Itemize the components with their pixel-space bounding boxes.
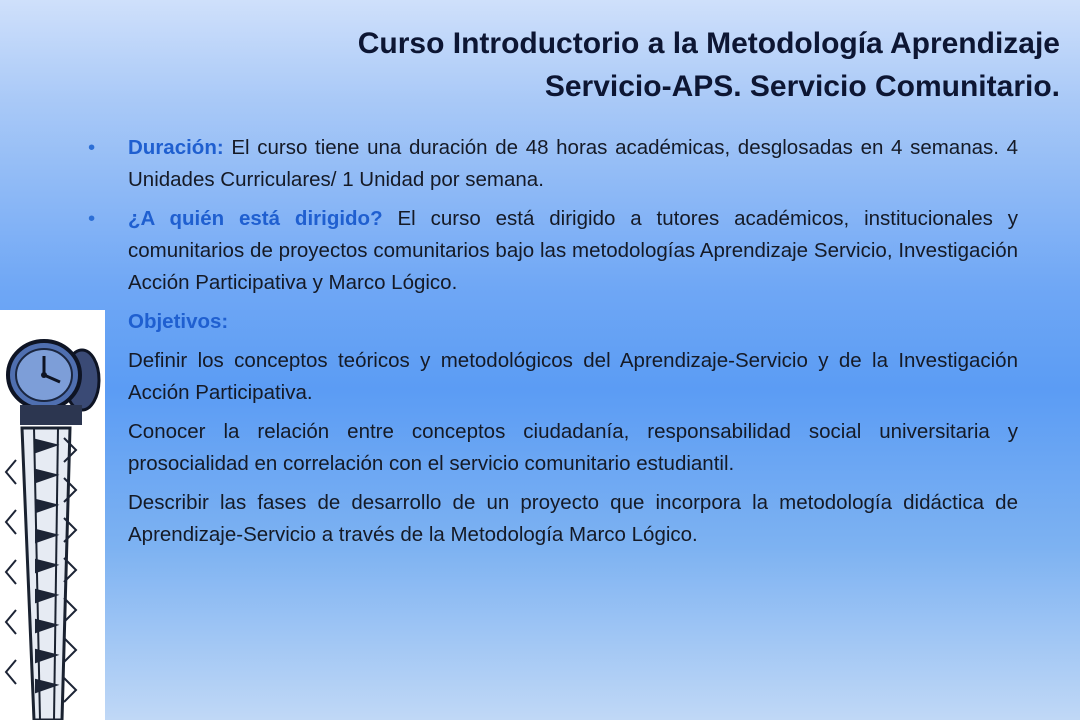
list-item-duracion — [88, 132, 1018, 196]
objective-item: Describir las fases de desarrollo de un proyecto que incorpora la metodología didáctica de Aprendizaje-Servicio a través de la Metodología Marco Lógico. — [128, 491, 1018, 546]
duracion-label: Duración: — [128, 136, 224, 159]
dirigido-label: ¿A quién está dirigido? — [128, 207, 383, 230]
title-line-1: Curso Introductorio a la Metodología Aprendizaje — [357, 27, 1060, 60]
duracion-text: El curso tiene una duración de 48 horas académicas, desglosadas en 4 semanas. 4 Unidades Curriculares/ 1 Unidad por semana. — [128, 136, 1018, 191]
objective-item: Conocer la relación entre conceptos ciudadanía, responsabilidad social universitaria y prosocialidad en correlación con el servicio comunitario estudiantil. — [128, 420, 1018, 475]
title-line-2: Servicio-APS. Servicio Comunitario. — [544, 70, 1060, 103]
slide-title — [140, 22, 1060, 108]
objetivos-label: Objetivos: — [128, 310, 229, 333]
list-item-objetivos — [88, 306, 1018, 338]
course-info-list — [88, 132, 1018, 558]
dirigido-text: El curso está dirigido a tutores académicos, institucionales y comunitarios de proyectos comunitarios bajo las metodologías Aprendizaje Servicio, Investigación Acción Participativa y Marco Lógico. — [128, 207, 1018, 294]
list-item-dirigido — [88, 203, 1018, 299]
objective-item: Definir los conceptos teóricos y metodológicos del Aprendizaje-Servicio y de la Investigación Acción Participativa. — [128, 349, 1018, 404]
